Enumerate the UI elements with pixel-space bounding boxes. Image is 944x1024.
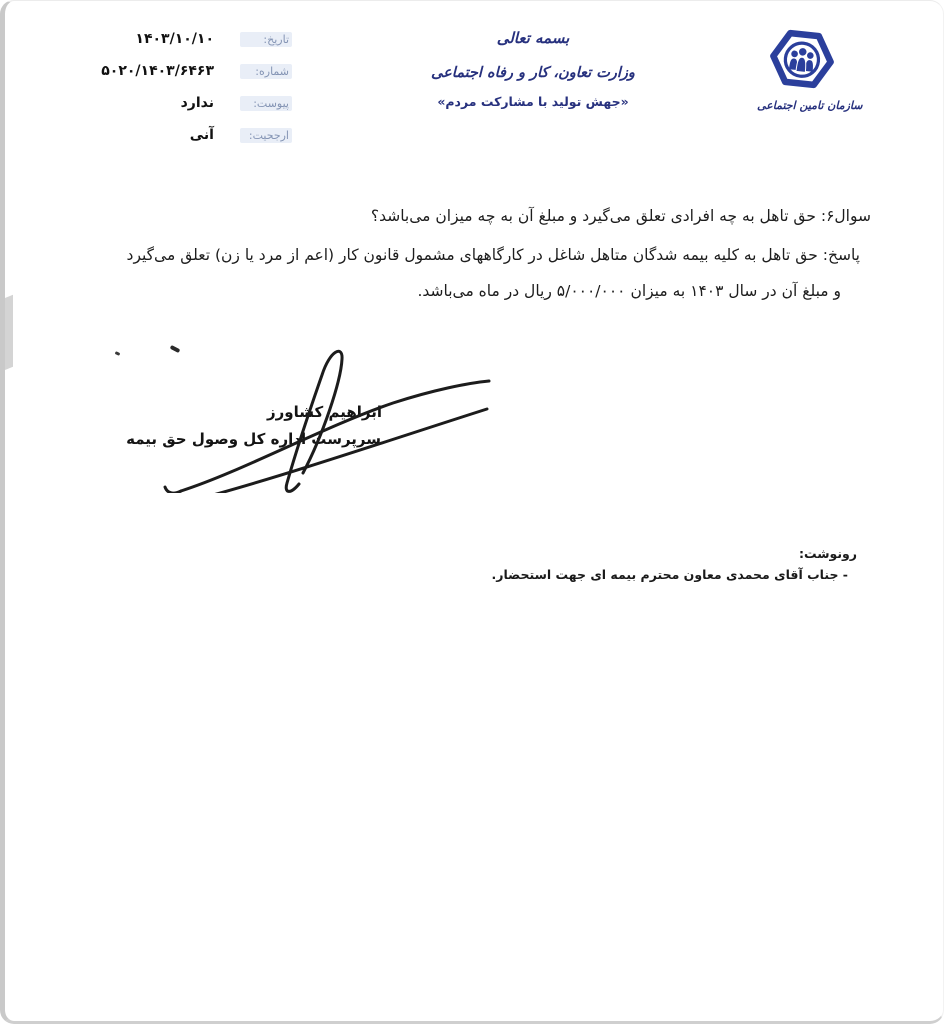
priority-value: آنی — [189, 127, 214, 143]
date-value: ۱۴۰۳/۱۰/۱۰ — [135, 31, 214, 47]
attachment-label: پیوست: — [240, 96, 292, 111]
question-line: سوال۶: حق تاهل به چه افرادی تعلق می‌گیرد و مبلغ آن به چه میزان می‌باشد؟ — [370, 207, 871, 225]
number-label: شماره: — [240, 64, 292, 79]
cc-block — [492, 546, 858, 582]
signatory-title: سرپرست اداره کل وصول حق بیمه — [126, 430, 381, 448]
logo-block — [757, 23, 863, 112]
cc-item: - جناب آقای محمدی معاون محترم بیمه ای جهت استحضار. — [491, 567, 848, 582]
year-slogan: «جهش تولید با مشارکت مردم» — [437, 94, 629, 109]
signatory-name: ابراهیم کشاورز — [267, 403, 382, 421]
date-label: تاریخ: — [240, 32, 292, 47]
meta-row-priority — [42, 127, 292, 159]
letter-body — [65, 204, 871, 303]
ink-speck — [115, 351, 121, 356]
basmala: بسمه تعالی — [496, 29, 570, 47]
handwritten-signature — [153, 343, 493, 493]
scan-edge-artifact — [2, 295, 13, 371]
meta-row-number — [42, 63, 292, 95]
letterhead-center — [393, 29, 673, 109]
number-value: ۵۰۲۰/۱۴۰۳/۶۴۶۳ — [101, 63, 214, 79]
letter-meta-block — [42, 31, 292, 159]
ministry-name: وزارت تعاون، کار و رفاه اجتماعی — [431, 65, 635, 81]
org-name: سازمان تامین اجتماعی — [757, 99, 863, 112]
meta-row-date — [42, 31, 292, 63]
attachment-value: ندارد — [180, 95, 214, 111]
priority-label: ارجحیت: — [240, 128, 292, 143]
social-security-organization-logo-icon — [766, 23, 838, 95]
answer-line-2: و مبلغ آن در سال ۱۴۰۳ به میزان ۵/۰۰۰/۰۰۰ ریال در ماه می‌باشد. — [417, 282, 841, 300]
cc-label: رونوشت: — [798, 546, 857, 561]
answer-line-1: پاسخ: حق تاهل به کلیه بیمه شدگان متاهل شاغل در کارگاههای مشمول قانون کار (اعم از مرد یا زن) تعلق می‌گیرد — [126, 246, 860, 264]
meta-row-attachment — [42, 95, 292, 127]
